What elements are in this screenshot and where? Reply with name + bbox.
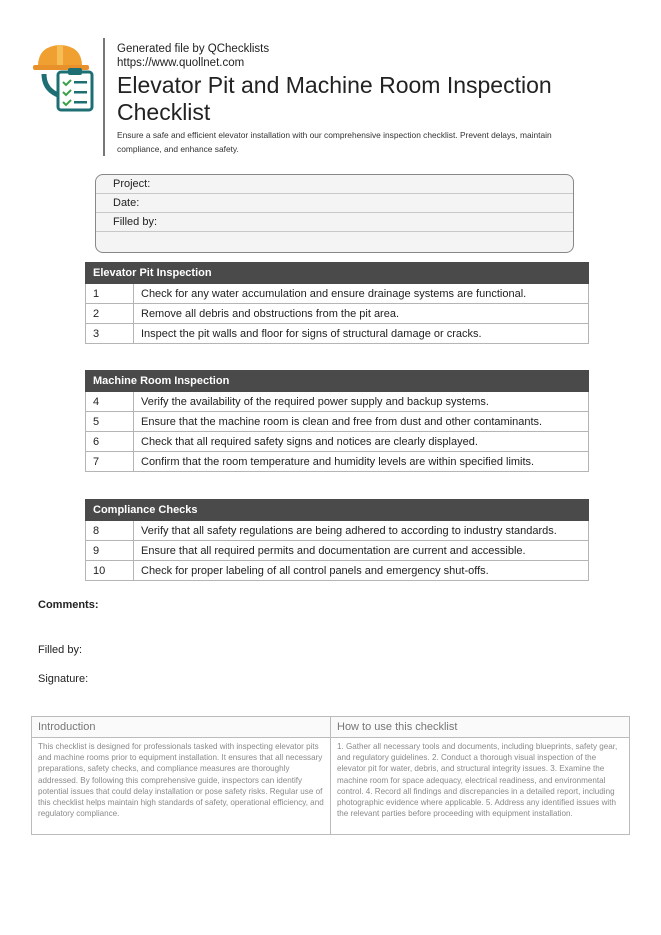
section-title: Elevator Pit Inspection <box>86 263 589 284</box>
table-row <box>86 452 589 472</box>
item-number: 10 <box>86 561 134 581</box>
section-title: Machine Room Inspection <box>86 371 589 392</box>
filled-by-label: Filled by: <box>38 644 83 656</box>
source-url[interactable]: https://www.quollnet.com <box>117 57 245 69</box>
item-text: Check for proper labeling of all control panels and emergency shut-offs. <box>134 561 589 581</box>
section-table-machine-room <box>85 370 589 472</box>
project-info-box <box>95 174 574 253</box>
page-title: Elevator Pit and Machine Room Inspection Checklist <box>117 72 552 125</box>
info-footer-table <box>31 716 630 835</box>
filled-by-field[interactable]: Filled by: <box>96 213 573 232</box>
generated-by-text: Generated file by QChecklists <box>117 43 270 55</box>
section-table-elevator-pit <box>85 262 589 344</box>
hardhat-checklist-icon <box>30 40 102 112</box>
how-to-use-heading: How to use this checklist <box>331 717 630 738</box>
introduction-heading: Introduction <box>32 717 331 738</box>
item-number: 8 <box>86 521 134 541</box>
section-table-compliance <box>85 499 589 581</box>
item-number: 5 <box>86 412 134 432</box>
item-number: 3 <box>86 324 134 344</box>
item-number: 6 <box>86 432 134 452</box>
item-text: Ensure that all required permits and documentation are current and accessible. <box>134 541 589 561</box>
table-row <box>86 324 589 344</box>
how-to-use-text: 1. Gather all necessary tools and documents, including blueprints, safety gear, and regulatory guidelines. 2. Conduct a thorough visual inspection of the elevator pit for water, debris, and structural integrity issues. 3. Examine the machine room for space adequacy, electrical readiness, and environmental control. 4. Record all findings and discrepancies in a detailed report, including photographic evidence where applicable. 5. Address any identified issues with the relevant parties before proceeding with equipment installation. <box>331 738 630 835</box>
table-row <box>86 541 589 561</box>
qchecklists-logo <box>30 40 102 112</box>
item-number: 7 <box>86 452 134 472</box>
item-text: Verify the availability of the required power supply and backup systems. <box>134 392 589 412</box>
table-row <box>86 561 589 581</box>
item-text: Check that all required safety signs and notices are clearly displayed. <box>134 432 589 452</box>
introduction-text: This checklist is designed for professionals tasked with inspecting elevator pits and machine rooms prior to equipment installation. It ensures that all necessary preparations, safety checks, and compliance measures are thoroughly addressed. By following this comprehensive guide, inspectors can identify potential issues that could delay installation or pose safety risks. Regular use of this checklist helps maintain high standards of safety, operational efficiency, and regulatory compliance. <box>32 738 331 835</box>
comments-label: Comments: <box>38 599 99 611</box>
item-number: 2 <box>86 304 134 324</box>
item-number: 4 <box>86 392 134 412</box>
item-number: 9 <box>86 541 134 561</box>
item-text: Inspect the pit walls and floor for signs of structural damage or cracks. <box>134 324 589 344</box>
table-row <box>86 304 589 324</box>
signature-label: Signature: <box>38 673 89 685</box>
date-field[interactable]: Date: <box>96 194 573 213</box>
item-text: Confirm that the room temperature and humidity levels are within specified limits. <box>134 452 589 472</box>
item-text: Ensure that the machine room is clean and free from dust and other contaminants. <box>134 412 589 432</box>
item-number: 1 <box>86 284 134 304</box>
table-row <box>86 392 589 412</box>
blank-field <box>96 232 573 250</box>
table-row <box>86 432 589 452</box>
table-row <box>86 521 589 541</box>
document-header <box>117 42 597 156</box>
item-text: Check for any water accumulation and ensure drainage systems are functional. <box>134 284 589 304</box>
header-divider <box>103 38 105 156</box>
item-text: Remove all debris and obstructions from the pit area. <box>134 304 589 324</box>
project-field[interactable]: Project: <box>96 175 573 194</box>
section-title: Compliance Checks <box>86 500 589 521</box>
item-text: Verify that all safety regulations are being adhered to according to industry standards. <box>134 521 589 541</box>
page-description: Ensure a safe and efficient elevator installation with our comprehensive inspection checklist. Prevent delays, maintain compliance, and enhance safety. <box>117 130 552 154</box>
table-row <box>86 412 589 432</box>
table-row <box>86 284 589 304</box>
